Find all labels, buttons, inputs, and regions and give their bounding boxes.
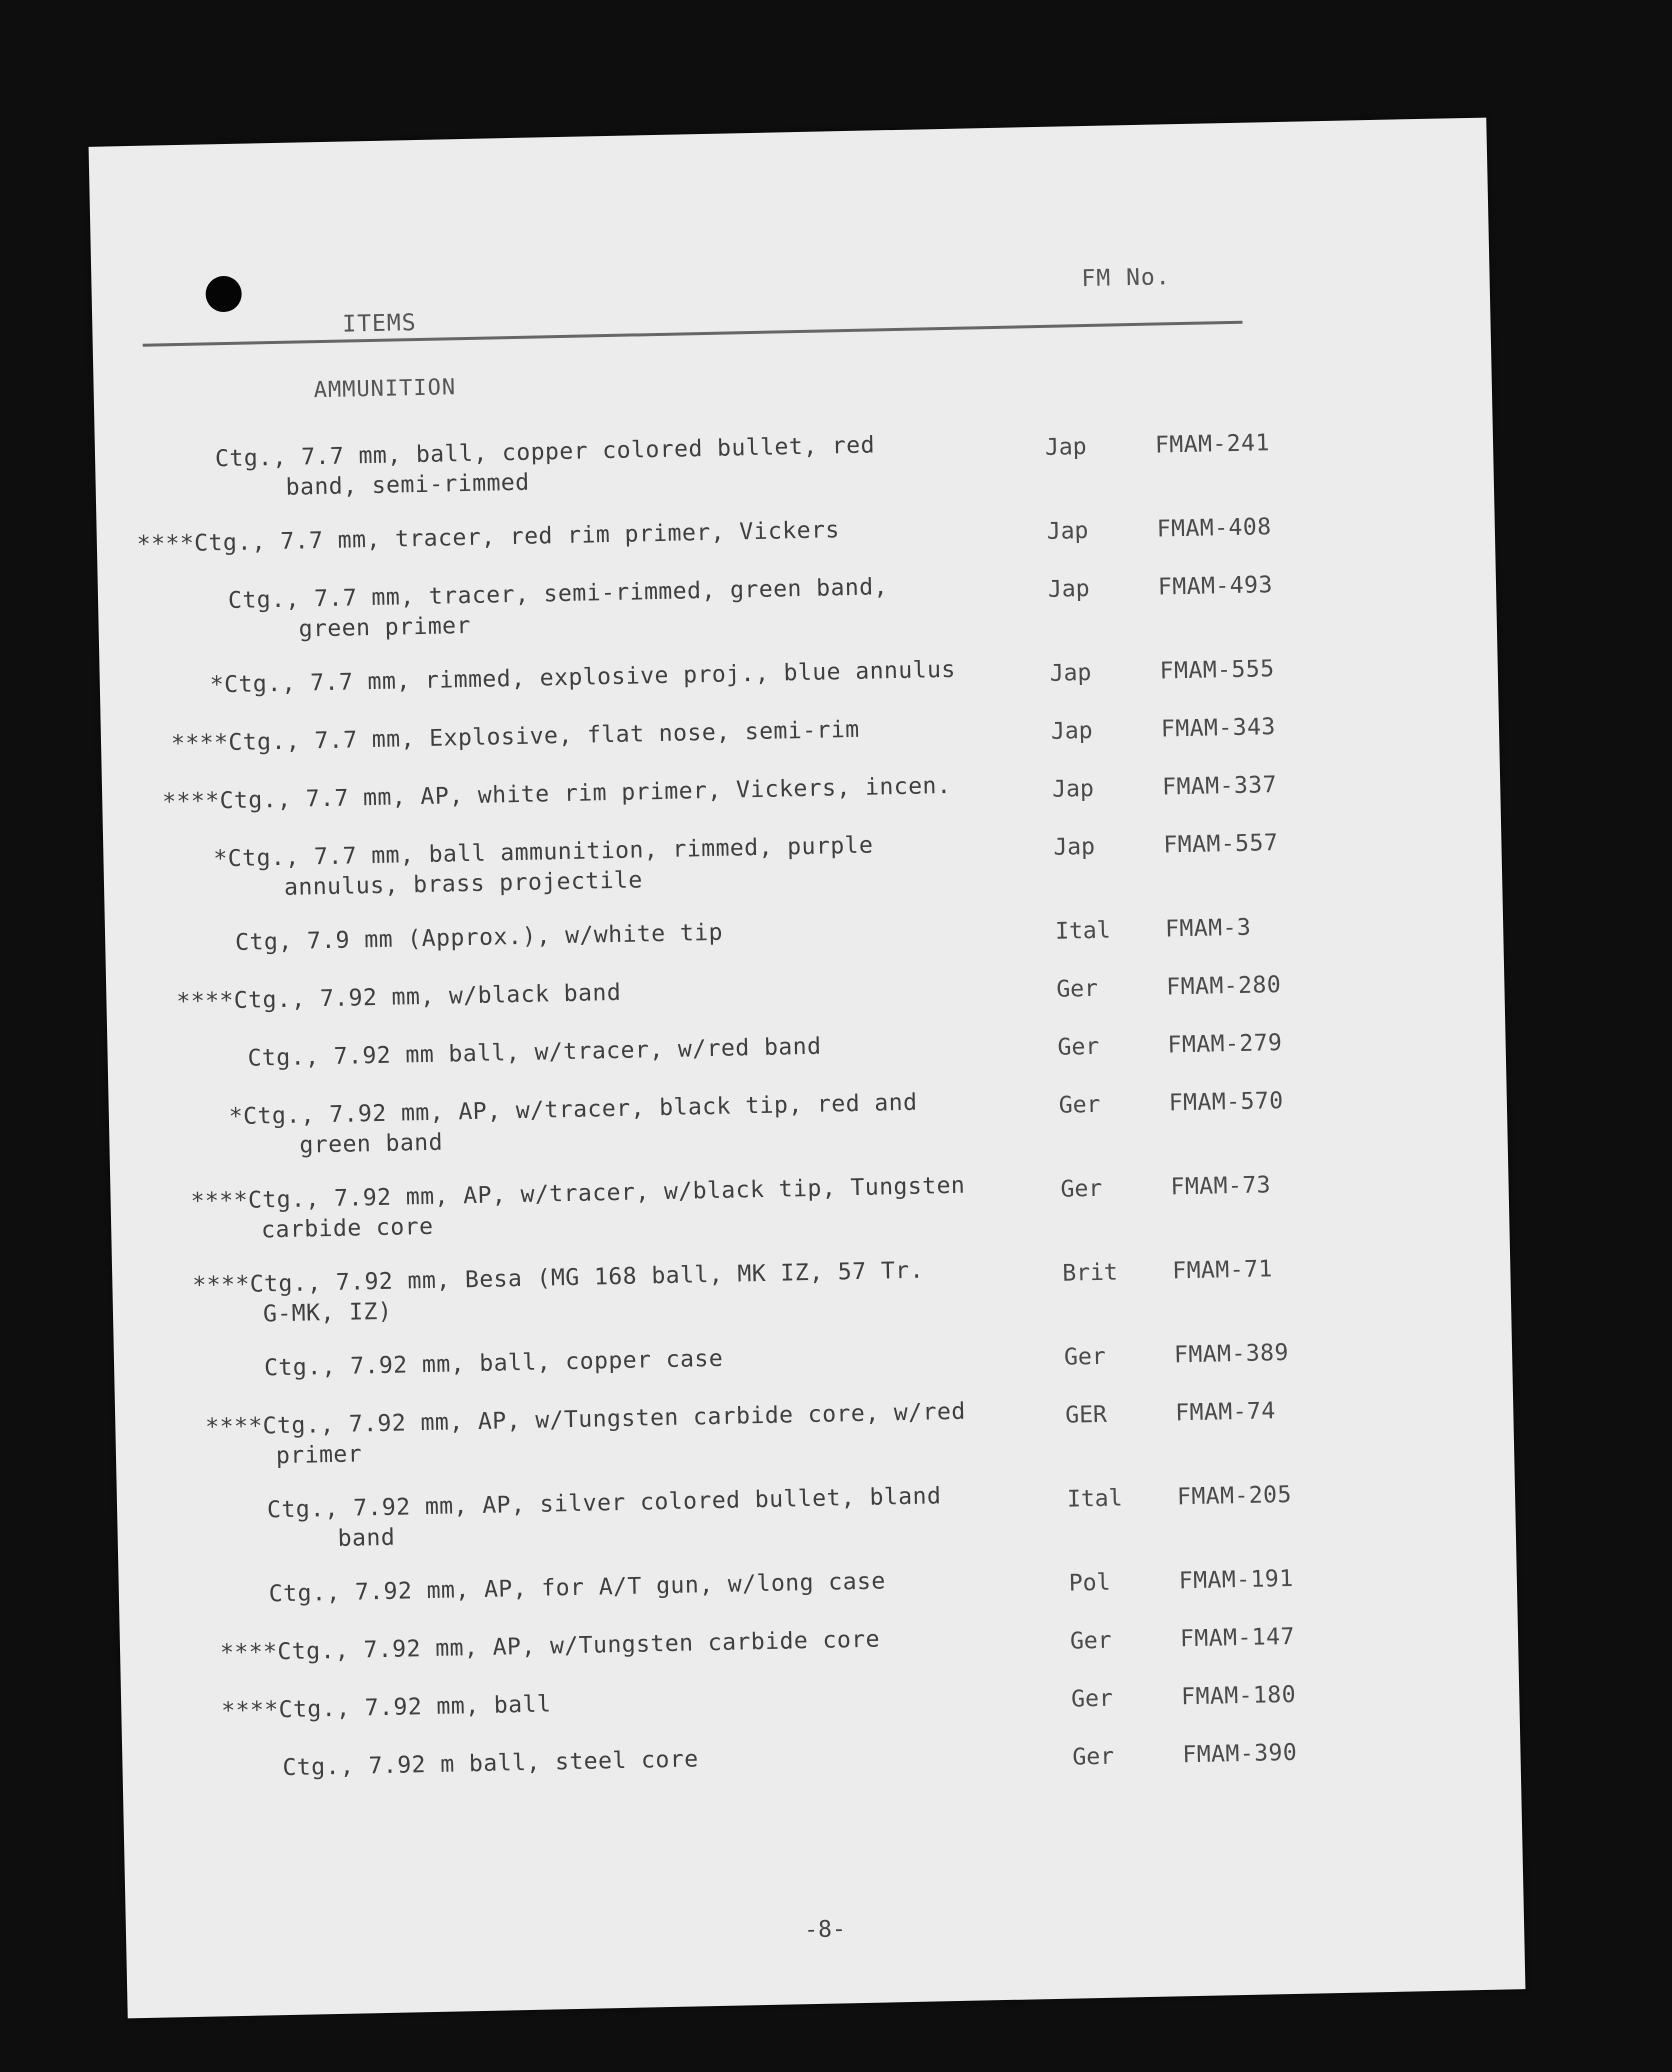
item-fm-number: FMAM-191	[1178, 1565, 1294, 1595]
item-country: Ger	[1072, 1743, 1115, 1771]
item-country: GER	[1065, 1401, 1108, 1429]
item-fm-number: FMAM-337	[1161, 772, 1278, 801]
item-text-continued: G-MK, IZ)	[262, 1298, 393, 1328]
item-text: Ctg., 7.92 mm, AP, w/tracer, black tip, red and	[242, 1089, 918, 1130]
item-fm-number: FMAM-71	[1172, 1256, 1274, 1285]
item-description	[215, 426, 1066, 504]
item-fm-number: FMAM-280	[1166, 972, 1282, 1001]
item-text-continued: green primer	[298, 612, 472, 643]
item-text: Ctg., 7.7 mm, AP, white rim primer, Vickers, incen.	[219, 772, 952, 815]
item-country: Ger	[1058, 1091, 1101, 1119]
item-fm-number: FMAM-390	[1182, 1739, 1298, 1769]
item-text: Ctg., 7.92 mm, AP, silver colored bullet, bland	[266, 1483, 942, 1524]
section-title: AMMUNITION	[313, 375, 457, 404]
item-fm-number: FMAM-3	[1164, 914, 1252, 943]
item-marker: *	[228, 1103, 244, 1131]
header-rule	[143, 321, 1243, 347]
item-fm-number: FMAM-279	[1167, 1030, 1283, 1059]
item-marker: ****	[219, 1639, 278, 1667]
item-country: Jap	[1049, 659, 1092, 687]
item-fm-number: FMAM-557	[1163, 830, 1279, 859]
item-text: Ctg., 7.7 mm, rimmed, explosive proj., blue annulus	[223, 656, 957, 699]
item-text: Ctg, 7.9 mm (Approx.), w/white tip	[234, 919, 724, 956]
item-country: Jap	[1044, 434, 1087, 461]
fm-number-column-header: FM No.	[1081, 264, 1171, 293]
item-marker: *	[209, 672, 225, 699]
item-text-continued: annulus, brass projectile	[283, 867, 643, 901]
item-marker: ****	[136, 530, 195, 558]
item-country: Jap	[1050, 717, 1093, 745]
item-country: Ital	[1066, 1485, 1123, 1513]
item-country: Jap	[1053, 833, 1096, 861]
item-text: Ctg., 7.92 mm, Besa (MG 168 ball, MK IZ, 57 Tr.	[249, 1257, 925, 1298]
item-country: Ital	[1054, 917, 1111, 945]
item-text: Ctg., 7.92 mm, AP, w/Tungsten carbide core	[277, 1626, 881, 1666]
item-text-continued: carbide core	[261, 1213, 434, 1244]
item-text: Ctg., 7.7 mm, tracer, semi-rimmed, green band,	[227, 574, 889, 615]
item-marker: ****	[170, 730, 229, 758]
item-fm-number: FMAM-241	[1154, 430, 1271, 459]
item-text-continued: green band	[299, 1129, 444, 1159]
item-marker: *	[213, 846, 229, 873]
item-country: Brit	[1062, 1259, 1119, 1287]
item-marker: ****	[205, 1413, 264, 1441]
item-text: Ctg., 7.92 mm, ball	[278, 1691, 552, 1724]
item-fm-number: FMAM-389	[1173, 1339, 1290, 1369]
item-country: Ger	[1071, 1685, 1114, 1713]
item-text: Ctg., 7.7 mm, Explosive, flat nose, semi-rim	[228, 716, 860, 757]
item-text-continued: band	[337, 1524, 396, 1552]
ammunition-list	[95, 418, 1521, 1815]
item-text-continued: band, semi-rimmed	[285, 469, 530, 501]
item-text: Ctg., 7.92 mm, ball, copper case	[263, 1345, 724, 1382]
item-country: Jap	[1051, 775, 1095, 803]
item-country: Ger	[1063, 1343, 1106, 1371]
item-country: Ger	[1060, 1175, 1103, 1203]
item-country: Ger	[1069, 1627, 1112, 1655]
item-marker: ****	[221, 1697, 279, 1725]
item-country: Ger	[1057, 1033, 1100, 1061]
item-text: Ctg., 7.92 mm, w/black band	[233, 979, 622, 1014]
item-country: Jap	[1046, 517, 1089, 545]
item-country: Pol	[1068, 1569, 1111, 1597]
item-text: Ctg., 7.92 mm, AP, for A/T gun, w/long case	[268, 1568, 886, 1608]
item-marker: ****	[190, 1187, 249, 1215]
item-country: Jap	[1047, 575, 1090, 603]
item-fm-number: FMAM-73	[1170, 1172, 1272, 1201]
item-fm-number: FMAM-205	[1176, 1481, 1293, 1511]
item-text: Ctg., 7.92 mm ball, w/tracer, w/red band	[247, 1033, 822, 1072]
item-country: Ger	[1056, 975, 1099, 1003]
document-page	[89, 118, 1526, 2019]
item-fm-number: FMAM-493	[1157, 572, 1274, 601]
item-fm-number: FMAM-74	[1175, 1398, 1277, 1427]
item-marker: ****	[192, 1271, 251, 1299]
item-fm-number: FMAM-570	[1168, 1088, 1284, 1117]
item-text: Ctg., 7.7 mm, ball, copper colored bullet, red	[214, 432, 876, 473]
item-text-continued: primer	[275, 1441, 363, 1470]
item-marker: ****	[176, 987, 235, 1016]
item-text: Ctg., 7.92 mm, AP, w/Tungsten carbide core, w/red	[262, 1398, 966, 1440]
item-fm-number: FMAM-180	[1180, 1681, 1297, 1711]
item-marker: ****	[162, 788, 220, 816]
items-column-header: ITEMS	[342, 310, 417, 338]
punch-hole	[205, 276, 242, 313]
page-number: -8-	[804, 1916, 847, 1944]
item-text: Ctg., 7.92 mm, AP, w/tracer, w/black tip, Tungsten	[247, 1172, 966, 1214]
item-text: Ctg., 7.7 mm, ball ammunition, rimmed, purple	[227, 832, 874, 873]
item-fm-number: FMAM-555	[1159, 656, 1275, 685]
item-text: Ctg., 7.7 mm, tracer, red rim primer, Vickers	[194, 517, 841, 557]
item-text: Ctg., 7.92 m ball, steel core	[282, 1746, 699, 1782]
item-fm-number: FMAM-147	[1179, 1623, 1296, 1653]
item-fm-number: FMAM-343	[1160, 714, 1277, 743]
item-fm-number: FMAM-408	[1156, 514, 1272, 543]
